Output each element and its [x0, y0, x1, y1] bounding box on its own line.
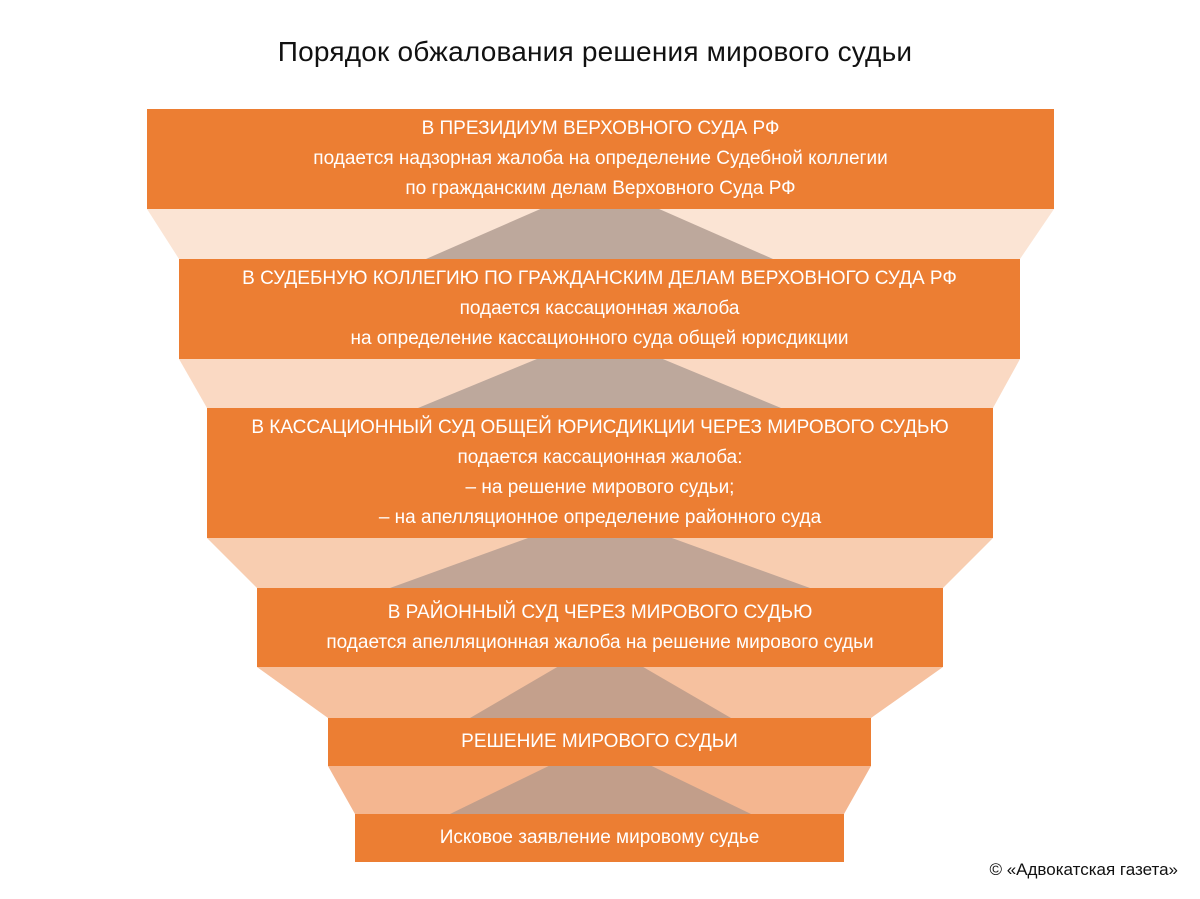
copyright-notice: © «Адвокатская газета» — [989, 860, 1178, 879]
step-magistrate-decision — [328, 718, 871, 766]
step-district-court-heading: В РАЙОННЫЙ СУД ЧЕРЕЗ МИРОВОГО СУДЬЮ — [387, 601, 813, 623]
step-statement-of-claim-heading: Исковое заявление мировому судье — [439, 827, 760, 848]
page-title: Порядок обжалования решения мирового судьи — [277, 36, 913, 67]
step-statement-of-claim — [355, 814, 844, 862]
step-presidium-heading: В ПРЕЗИДИУМ ВЕРХОВНОГО СУДА РФ — [421, 118, 780, 139]
step-judicial-collegium-line-2: на определение кассационного суда общей юрисдикции — [350, 328, 849, 349]
step-presidium-line-2: по гражданским делам Верховного Суда РФ — [405, 178, 796, 199]
step-presidium — [147, 109, 1054, 209]
step-district-court-line-1: подается апелляционная жалоба на решение мирового судьи — [326, 631, 874, 653]
step-magistrate-decision-heading: РЕШЕНИЕ МИРОВОГО СУДЬИ — [461, 731, 738, 752]
step-judicial-collegium-heading: В СУДЕБНУЮ КОЛЛЕГИЮ ПО ГРАЖДАНСКИМ ДЕЛАМ ВЕРХОВНОГО СУДА РФ — [242, 268, 957, 289]
step-district-court — [257, 588, 943, 667]
step-cassation-court-heading: В КАССАЦИОННЫЙ СУД ОБЩЕЙ ЮРИСДИКЦИИ ЧЕРЕЗ МИРОВОГО СУДЬЮ — [251, 417, 949, 438]
step-cassation-court — [207, 408, 993, 538]
step-presidium-line-1: подается надзорная жалоба на определение Судебной коллегии — [313, 148, 888, 169]
step-judicial-collegium — [179, 259, 1020, 359]
step-judicial-collegium-line-1: подается кассационная жалоба — [459, 298, 740, 319]
step-cassation-court-line-2: – на решение мирового судьи; — [465, 477, 735, 498]
step-cassation-court-line-1: подается кассационная жалоба: — [457, 447, 743, 468]
step-cassation-court-line-3: – на апелляционное определение районного суда — [378, 507, 822, 528]
